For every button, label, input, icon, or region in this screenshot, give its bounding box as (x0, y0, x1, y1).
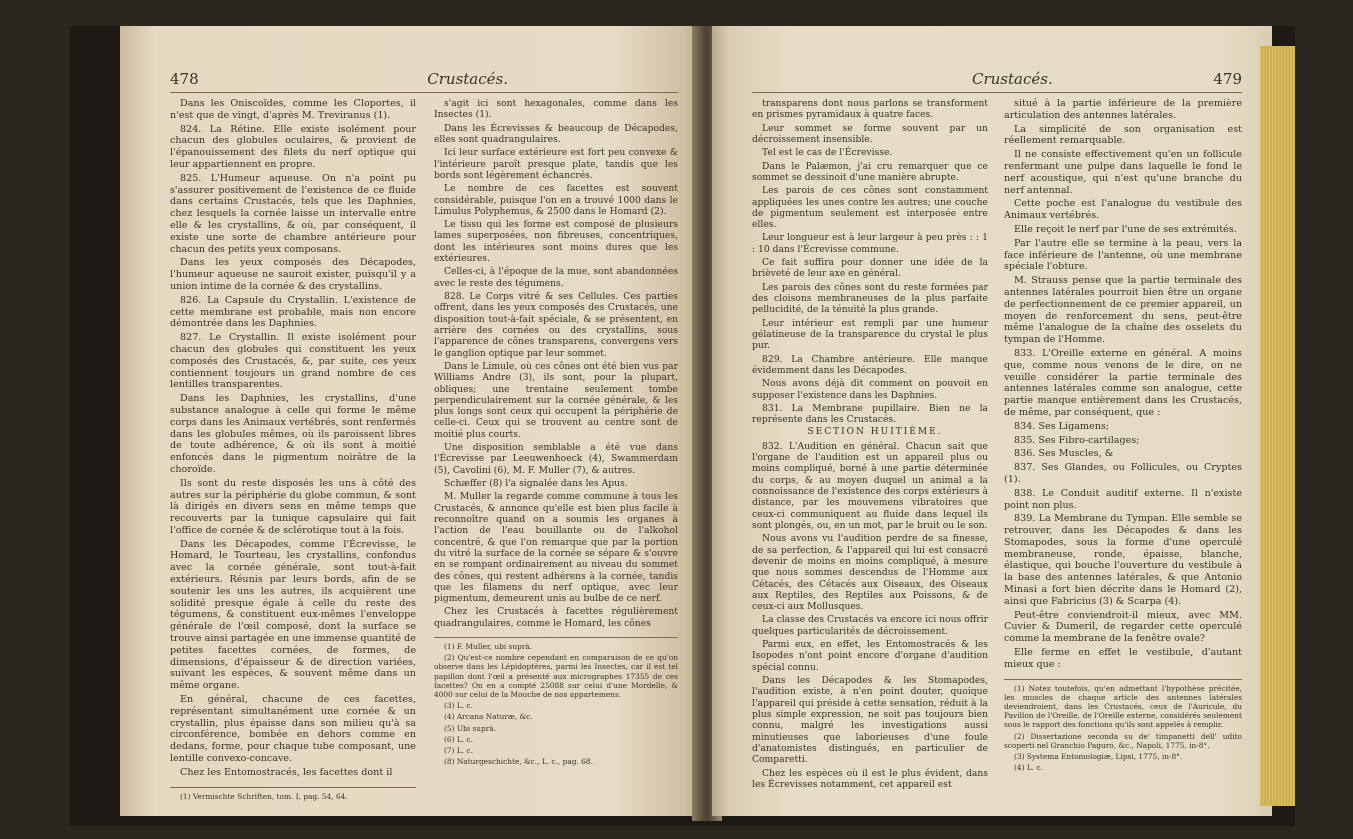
footnote: (4) L. c. (1014, 763, 1043, 773)
footnote: (2) Qu'est-ce nombre cependant en comparaison de ce qu'on observe dans les Lépidoptères, parmi les Insectes, car il est tel papillon dont l'œil a présenté aux micrographes 17355 de ces facettes? On en a compté 25088 sur celui d'une Mordelle, & 4000 sur celui de la Mouche de nos appartemens. (434, 653, 678, 700)
paragraph: Nous avons vu l'audition perdre de sa finesse, de sa perfection, & l'appareil qui lui est consacré devenir de moins en moins compliqué, à mesure que nous sommes descendus de l'Homme aux Cétacés, des Cétacés aux Oiseaux, des Oiseaux aux Reptiles, des Reptiles aux Poissons, & de ceux-ci aux Mollusques. (752, 533, 988, 613)
paragraph: Elle reçoit le nerf par l'une de ses extrémités. (1014, 223, 1237, 235)
paragraph: Il ne consiste effectivement qu'en un follicule renfermant une pulpe dans laquelle le fond le nerf acoustique, qui n'est qu'une branche du nerf antennal. (1004, 149, 1242, 196)
paragraph: Leur intérieur est rempli par une humeur gélatineuse de la transparence du crystal le plus pur. (752, 317, 988, 352)
footnote: (8) Naturgeschichte, &c., L. c., pag. 68. (444, 757, 593, 767)
right-column-1 (752, 98, 988, 792)
paragraph: Parmi eux, en effet, les Entomostracés & les Isopodes n'ont point encore d'organe d'audition spécial connu. (752, 639, 988, 673)
footnote: (5) Ubi suprà. (444, 723, 497, 733)
paragraph: 834. Ses Ligamens; (1014, 420, 1110, 432)
paragraph: 839. La Membrane du Tympan. Elle semble se retrouver, dans les Décapodes & dans les Stomapodes, sous la forme d'une operculé membraneuse, ronde, épaisse, blanche, élastique, qui bouche l'ouverture du vestibule à la base des antennes latérales, & que Antonio Minasi a fort bien décrite dans le Homard (2), ainsi que Fabricius (3) & Scarpa (4). (1004, 513, 1242, 607)
paragraph: Dans les Oniscoïdes, comme les Cloportes, il n'est que de vingt, d'après M. Treviranus (1). (170, 98, 416, 121)
footnote: (2) Dissertazione seconda su de' timpanetti dell' udito scoperti nel Granchio Paguro, &c., Napoli, 1775, in-8°. (1004, 731, 1242, 750)
paragraph: Chez les Crustacés à facettes régulièrement quadrangulaires, comme le Homard, les cônes (434, 606, 678, 629)
paragraph: Cette poche est l'analogue du vestibule des Animaux vertébrés. (1004, 198, 1242, 222)
paragraph: M. Muller la regarde comme commune à tous les Crustacés, & annonce qu'elle est bien plus facile à reconnoître quand on a soumis les organes à l'action de l'eau bouillante ou de l'alkohol concentré, & que l'on remarque que par la portion du vitré la surface de la cornée se sépare & s'ouvre en se rompant ordinairement au niveau du sommet des cônes, qui restent adhérens à la cornée, tandis que les filamens du nerf optique, avec leur pigmentum, demeurent unis au bulbe de ce nerf. (434, 491, 678, 605)
paragraph: Chez les espèces où il est le plus évident, dans les Écrevisses notamment, cet appareil est (752, 767, 988, 790)
paragraph: Dans les Daphnies, les crystallins, d'une substance analogue à celle qui forme le même corps dans les Animaux vertébrés, sont renfermés dans les globules mêmes, où ils paroissent libres de toute adhérence, & où ils sont à moitié enfoncés dans le pigmentum noirâtre de la choroïde. (170, 393, 416, 475)
paragraph: situé à la partie inférieure de la première articulation des antennes latérales. (1004, 98, 1242, 121)
paragraph: Une disposition semblable a été vue dans l'Écrevisse par Leeuwenhoeck (4), Swammerdam (5), Cavolini (6), M. F. Muller (7), & autres. (434, 442, 678, 476)
paragraph: Dans le Palæmon, j'ai cru remarquer que ce sommet se dessinoit d'une manière abrupte. (752, 160, 988, 183)
footnote: (3) L. c. (444, 701, 473, 711)
paragraph: Dans les Décapodes & les Stomapodes, l'audition existe, à n'en point douter, quoique l'appareil qui préside à cette sensation, réduit à la plus simple expression, ne soit pas toujours bien connu, malgré les investigations aussi minutieuses que laborieuses d'une foule d'anatomistes distingués, en particulier de Comparetti. (752, 675, 988, 766)
left-page-title: Crustacés. (427, 70, 508, 88)
paragraph: Celles-ci, à l'époque de la mue, sont abandonnées avec le reste des tégumens. (434, 266, 678, 289)
paragraph: La simplicité de son organisation est réellement remarquable. (1004, 123, 1242, 147)
footnote: (7) L. c. (444, 746, 473, 756)
paragraph: M. Strauss pense que la partie terminale des antennes latérales pourroit bien être un organe de perfectionnement de ce premier appareil, un moyen de renforcement du sens, peut-être même l'analogue de la chaîne des osselets du tympan de l'Homme. (1004, 275, 1242, 346)
paragraph: 831. La Membrane pupillaire. Bien ne la représente dans les Crustacés. (752, 402, 988, 426)
footnote-rule (170, 787, 416, 788)
left-column-2 (434, 98, 678, 769)
paragraph: Chez les Entomostracés, les facettes dont il (180, 766, 393, 778)
paragraph: 833. L'Oreille externe en général. A moins que, comme nous venons de le dire, on ne veuille considérer la partie terminale des antennes latérales comme son analogue, cette partie manque entièrement dans les Crustacés, de même, par conséquent, que : (1004, 347, 1242, 418)
left-header-rule (170, 92, 678, 93)
left-page-number: 478 (170, 70, 199, 88)
paragraph: En général, chacune de ces facettes, représentant simultanément une cornée & un crystallin, plus épaisse dans son milieu qu'à sa circonférence, bombée en dehors comme en dedans, forme, pour chaque tube composant, une lentille convexo-concave. (170, 694, 416, 765)
paragraph: 838. Le Conduit auditif externe. Il n'existe point non plus. (1004, 487, 1242, 511)
footnote: (1) Notez toutefois, qu'en admettant l'hypothèse précitée, les muscles de chaque article des antennes latérales deviendroient, dans les Crustacés, ceux de l'Auricule, du Pavillon de l'Oreille, de l'Oreille externe, considérés seulement sous le rapport des fonctions qu'ils sont appelés à remplir. (1004, 683, 1242, 730)
paragraph: Dans le Limule, où ces cônes ont été bien vus par Williams Andre (3), ils sont, pour la plupart, obliques; une trentaine seulement tombe perpendiculairement sur la cornée générale, & les plus longs sont ceux qui occupent la périphérie de celle-ci. Ceux qui se trouvent au centre sont de moitié plus courts. (434, 360, 678, 440)
paragraph: 828. Le Corps vitré & ses Cellules. Ces parties offrent, dans les yeux composés des Crustacés, une disposition tout-à-fait spéciale, & se présentent, en arrière des cornées ou des crystallins, sous l'apparence de cônes transparens, convergens vers le ganglion optique par leur sommet. (434, 291, 678, 359)
paragraph: Les parois de ces cônes sont constamment appliquées les unes contre les autres; une couche de pigmentum seulement est interposée entre elles. (752, 185, 988, 231)
right-running-head (712, 70, 1272, 88)
right-column-2 (1004, 98, 1242, 774)
paragraph: Par l'autre elle se termine à la peau, vers la face inférieure de l'antenne, où une membrane spéciale l'obture. (1004, 237, 1242, 273)
right-page (712, 26, 1272, 816)
right-page-number: 479 (1213, 70, 1242, 88)
paragraph: Peut-être conviendroit-il mieux, avec MM. Cuvier & Dumeril, de regarder cette operculé comme la membrane de la fenêtre ovale? (1004, 609, 1242, 645)
paragraph: Ils sont du reste disposés les uns à côté des autres sur la périphérie du globe commun, & sont là dirigés en divers sens en même temps que recouverts par la tunique capsulaire qui fait l'office de cornée & de sclérotique tout à la fois. (170, 477, 416, 536)
page-edges (1260, 46, 1295, 806)
paragraph: Elle ferme en effet le vestibule, d'autant mieux que : (1004, 647, 1242, 670)
footnote: (1) Vermischte Schriften, tom. I, pag. 54, 64. (180, 791, 348, 801)
paragraph: Dans les yeux composés des Décapodes, l'humeur aqueuse ne sauroit exister, puisqu'il y a union intime de la cornée & des crystallins. (170, 257, 416, 292)
left-column-1 (170, 98, 416, 803)
right-header-rule (752, 92, 1242, 93)
paragraph: Le nombre de ces facettes est souvent considérable, puisque l'on en a trouvé 1000 dans le Limulus Polyphemus, & 2500 dans le Homard (2). (434, 183, 678, 217)
paragraph: Les parois des cônes sont du reste formées par des cloisons membraneuses de la plus parfaite pellucidité, de la ténuité la plus grande. (752, 281, 988, 316)
paragraph: Nous avons déjà dit comment on pouvoit en supposer l'existence dans les Daphnies. (752, 378, 988, 401)
paragraph: Ici leur surface extérieure est fort peu convexe & l'intérieure paroît presque plate, tandis que les bords sont légèrement échancrés. (434, 147, 678, 181)
section-heading: SECTION HUITIÈME. (807, 427, 943, 438)
footnote-rule (1004, 679, 1242, 680)
paragraph: Dans les Écrevisses & beaucoup de Décapodes, elles sont quadrangulaires. (434, 122, 678, 145)
paragraph: Schæffer (8) l'a signalée dans les Apus. (444, 478, 628, 489)
right-page-title: Crustacés. (972, 70, 1053, 88)
paragraph: Tel est le cas de l'Écrevisse. (762, 147, 893, 159)
paragraph: La classe des Crustacés va encore ici nous offrir quelques particularités de décroissement. (752, 614, 988, 637)
paragraph: 832. L'Audition en général. Chacun sait que l'organe de l'audition est un appareil plus ou moins compliqué, borné à une partie déterminée du corps, & au moyen duquel un animal a la connoissance de l'existence des corps extérieurs à distance, par les mouvemens vibratoires que ceux-ci communiquent au fluide dans lequel ils sont plongés, ou, en un mot, par le bruit ou le son. (752, 440, 988, 531)
footnote-rule (434, 637, 678, 638)
paragraph: 835. Ses Fibro-cartilages; (1014, 434, 1140, 446)
paragraph: 827. Le Crystallin. Il existe isolément pour chacun des globules qui constituent les yeux composés des Crustacés, &, par suite, ces yeux contiennent toujours un grand nombre de ces lentilles transparentes. (170, 332, 416, 391)
paragraph: Dans les Décapodes, comme l'Écrevisse, le Homard, le Tourteau, les crystallins, confondus avec la cornée générale, sont tout-à-fait extérieurs. Réunis par leurs bords, afin de se soutenir les uns les autres, ils acquièrent une solidité presque égale à celle du reste des tégumens, & constituent eux-mêmes l'enveloppe générale de l'œil composé, dont la surface se trouve ainsi partagée en une immense quantité de petites facettes cornées, de formes, de dimensions, d'épaisseur & de direction variées, suivant les espèces, & souvent même dans un même organe. (170, 538, 416, 692)
paragraph: 824. La Rétine. Elle existe isolément pour chacun des globules oculaires, & provient de l'épanouissement des filets du nerf optique qui leur appartiennent en propre. (170, 123, 416, 170)
paragraph: s'agit ici sont hexagonales, comme dans les Insectes (1). (434, 98, 678, 121)
left-running-head (120, 70, 702, 88)
paragraph: 836. Ses Muscles, & (1014, 448, 1114, 460)
paragraph: Ce fait suffira pour donner une idée de la brièveté de leur axe en général. (752, 257, 988, 280)
footnote: (3) Systema Entomologiæ, Lipsi, 1775, in-8°. (1014, 752, 1183, 762)
paragraph: transparens dont nous parlons se transforment en prismes pyramidaux à quatre faces. (752, 98, 988, 121)
paragraph: Leur longueur est à leur largeur à peu près : : 1 : 10 dans l'Écrevisse commune. (752, 232, 988, 255)
left-page (120, 26, 702, 816)
paragraph: Leur sommet se forme souvent par un décroissement insensible. (752, 122, 988, 145)
footnote: (6) L. c. (444, 734, 473, 744)
paragraph: 825. L'Humeur aqueuse. On n'a point pu s'assurer positivement de l'existence de ce fluide dans certains Crustacés, tels que les Daphnies, chez lesquels la cornée laisse un intervalle entre elle & les crystallins, & où, par conséquent, il existe une sorte de chambre antérieure pour chacun des petits yeux composans. (170, 172, 416, 255)
footnote: (4) Arcana Naturæ, &c. (444, 712, 533, 722)
footnote: (1) F. Muller, ubi suprà. (444, 642, 533, 652)
open-book (70, 26, 1295, 826)
paragraph: 829. La Chambre antérieure. Elle manque évidemment dans les Décapodes. (752, 353, 988, 376)
paragraph: Le tissu qui les forme est composé de plusieurs lames superposées, non fibreuses, concentriques, dont les intérieures sont moins dures que les extérieures. (434, 219, 678, 265)
paragraph: 837. Ses Glandes, ou Follicules, ou Cryptes (1). (1004, 462, 1242, 485)
paragraph: 826. La Capsule du Crystallin. L'existence de cette membrane est probable, mais non encore démontrée dans les Daphnies. (170, 294, 416, 330)
